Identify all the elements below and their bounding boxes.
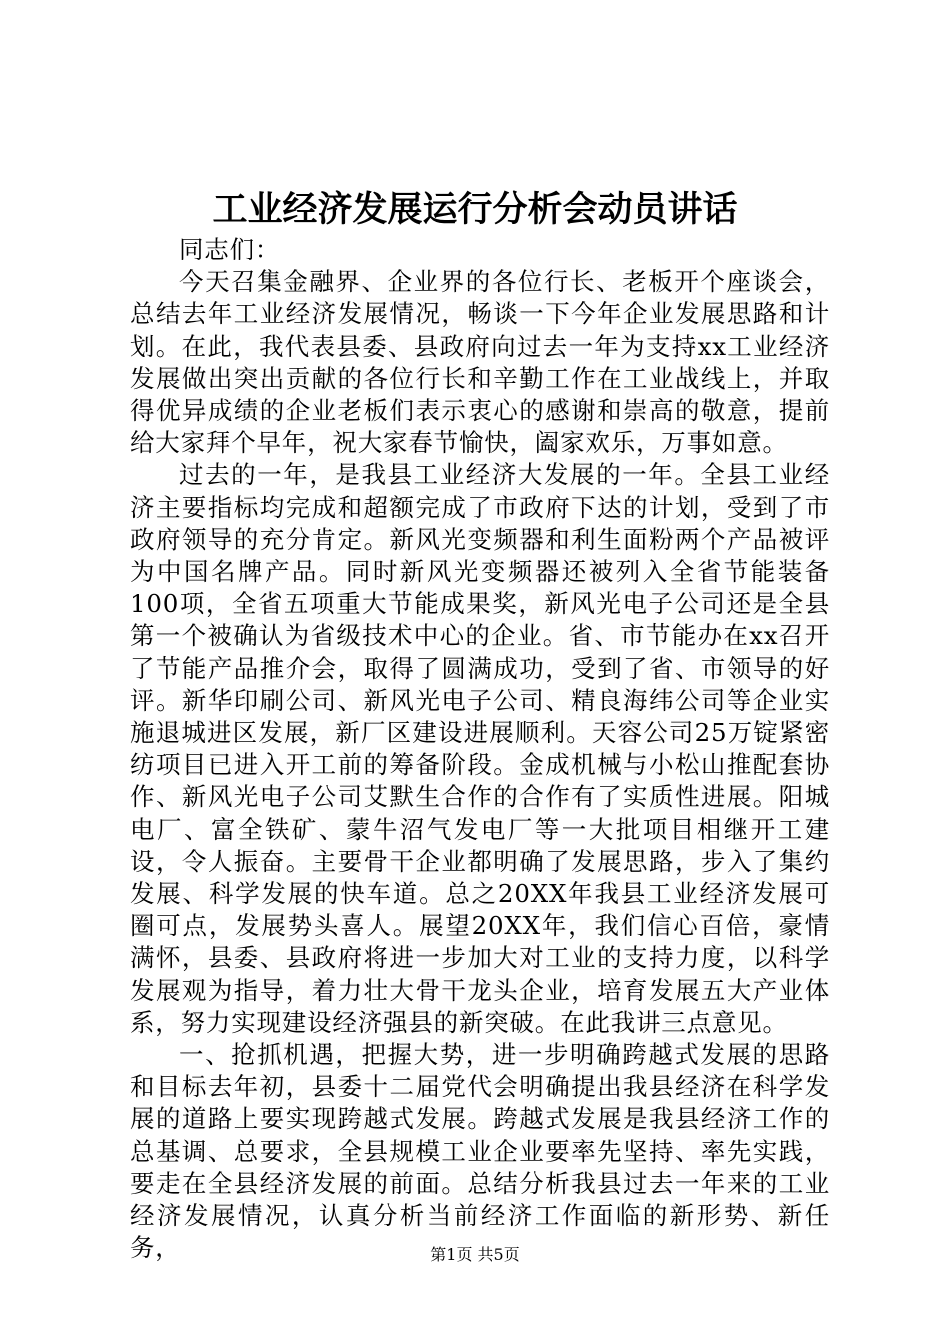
- body-paragraph: 今天召集金融界、企业界的各位行长、老板开个座谈会，总结去年工业经济发展情况，畅谈一下今年企业发展思路和计划。在此，我代表县委、县政府向过去一年为支持xx工业经济发展做出突出贡献的各位行长和辛勤工作在工业战线上，并取得优异成绩的企业老板们表示衷心的感谢和崇高的敬意，提前给大家拜个早年，祝大家春节愉快，阖家欢乐，万事如意。: [130, 267, 830, 458]
- salutation-paragraph: 同志们：: [179, 235, 281, 264]
- document-title: 工业经济发展运行分析会动员讲话: [212, 189, 738, 230]
- page-number-footer: 第1页 共5页: [430, 1245, 520, 1264]
- document-body: [130, 234, 830, 1265]
- body-paragraph: 一、抢抓机遇，把握大势，进一步明确跨越式发展的思路和目标去年初，县委十二届党代会明确提出我县经济在科学发展的道路上要实现跨越式发展。跨越式发展是我县经济工作的总基调、总要求，全县规模工业企业要率先坚持、率先实践，要走在全县经济发展的前面。总结分析我县过去一年来的工业经济发展情况，认真分析当前经济工作面临的新形势、新任务，: [130, 1040, 830, 1263]
- body-paragraph: 过去的一年，是我县工业经济大发展的一年。全县工业经济主要指标均完成和超额完成了市政府下达的计划，受到了市政府领导的充分肯定。新风光变频器和利生面粉两个产品被评为中国名牌产品。同时新风光变频器还被列入全省节能装备100项，全省五项重大节能成果奖，新风光电子公司还是全县第一个被确认为省级技术中心的企业。省、市节能办在xx召开了节能产品推介会，取得了圆满成功，受到了省、市领导的好评。新华印刷公司、新风光电子公司、精良海纬公司等企业实施退城进区发展，新厂区建设进展顺利。天容公司25万锭紧密纺项目已进入开工前的筹备阶段。金成机械与小松山推配套协作、新风光电子公司艾默生合作的合作有了实质性进展。阳城电厂、富全铁矿、蒙牛沼气发电厂等一大批项目相继开工建设，令人振奋。主要骨干企业都明确了发展思路，步入了集约发展、科学发展的快车道。总之20XX年我县工业经济发展可圈可点，发展势头喜人。展望20XX年，我们信心百倍，豪情满怀，县委、县政府将进一步加大对工业的支持力度，以科学发展观为指导，着力壮大骨干龙头企业，培育发展五大产业体系，努力实现建设经济强县的新突破。在此我讲三点意见。: [130, 460, 830, 1037]
